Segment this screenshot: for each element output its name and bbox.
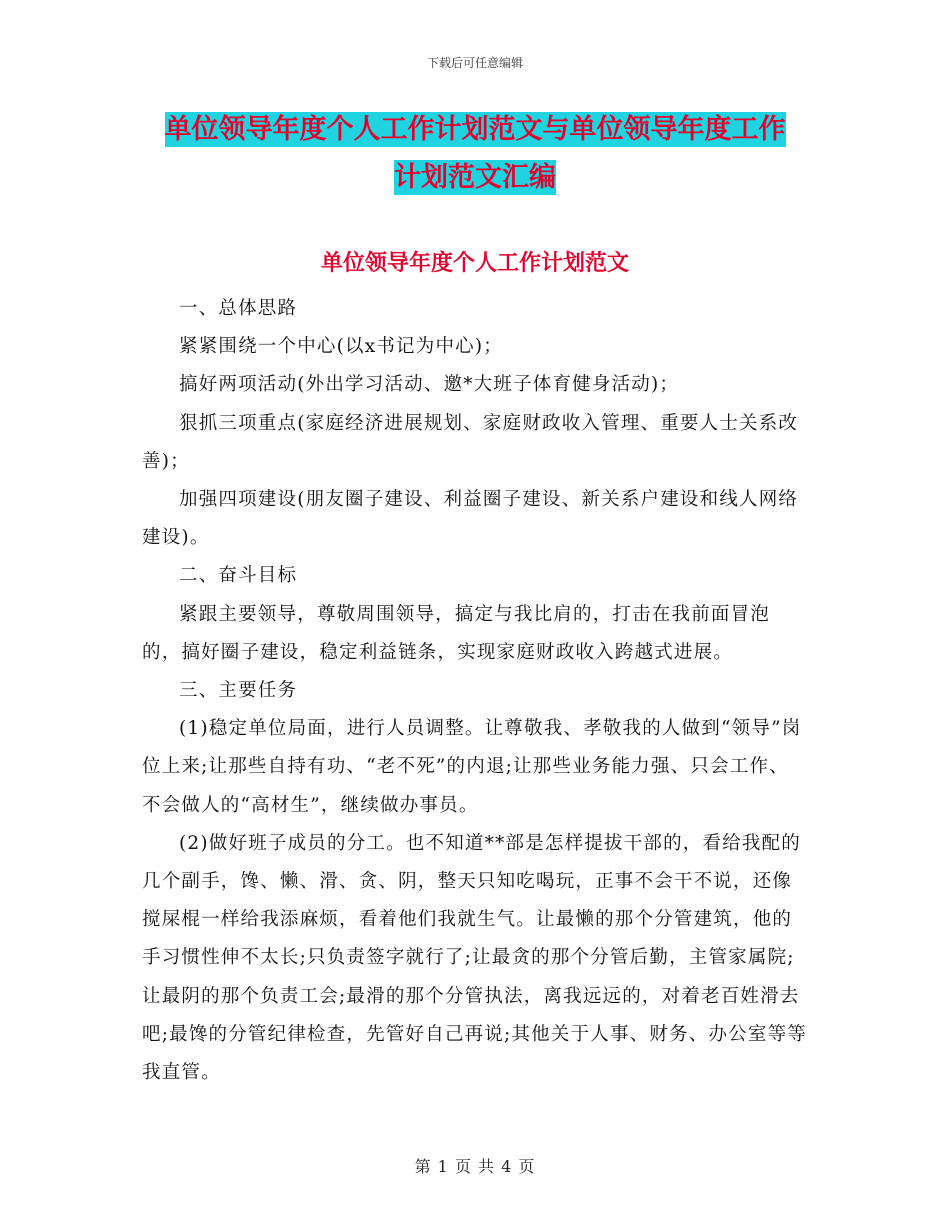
paragraph: 紧紧围绕一个中心(以x书记为中心)；	[179, 336, 503, 358]
paragraph: 紧跟主要领导，尊敬周围领导，搞定与我比肩的，打击在我前面冒泡的，搞好圈子建设，稳定利益链条，实现家庭财政收入跨越式进展。	[142, 603, 771, 663]
document-body	[142, 290, 808, 1092]
document-title	[140, 106, 810, 202]
paragraph: (2)做好班子成员的分工。也不知道**部是怎样提拔干部的，看给我配的几个副手，馋、懒、滑、贪、阴，整天只知吃喝玩，正事不会干不说，还像搅屎棍一样给我添麻烦，看着他们我就生气。让最懒的那个分管建筑，他的手习惯性伸不太长;只负责签字就行了;让最贪的那个分管后勤，主管家属院;让最阴的那个负责工会;最滑的那个分管执法，离我远远的，对着老百姓滑去吧;最馋的分管纪律检查，先管好自己再说;其他关于人事、财务、办公室等等我直管。	[142, 832, 807, 1084]
section-title: 单位领导年度个人工作计划范文	[320, 251, 629, 276]
page-number: 第 1 页 共 4 页	[414, 1157, 536, 1176]
document-title-line-1: 单位领导年度个人工作计划范文与单位领导年度工作	[164, 114, 786, 145]
heading-main-tasks: 三、主要任务	[179, 680, 298, 702]
header-note: 下载后可任意编辑	[426, 56, 523, 70]
paragraph: 狠抓三项重点(家庭经济进展规划、家庭财政收入管理、重要人士关系改善)；	[142, 412, 799, 472]
heading-overall-approach: 一、总体思路	[179, 298, 298, 319]
paragraph: 搞好两项活动(外出学习活动、邀*大班子体育健身活动)；	[179, 374, 680, 396]
document-title-line-2: 计划范文汇编	[394, 162, 556, 193]
heading-goals: 二、奋斗目标	[179, 565, 298, 587]
paragraph: 加强四项建设(朋友圈子建设、利益圈子建设、新关系户建设和线人网络建设)。	[142, 489, 799, 549]
paragraph: (1)稳定单位局面，进行人员调整。让尊敬我、孝敬我的人做到“领导”岗位上来;让那些自持有功、“老不死”的内退;让那些业务能力强、只会工作、不会做人的“高材生”，继续做办事员。	[142, 718, 802, 816]
